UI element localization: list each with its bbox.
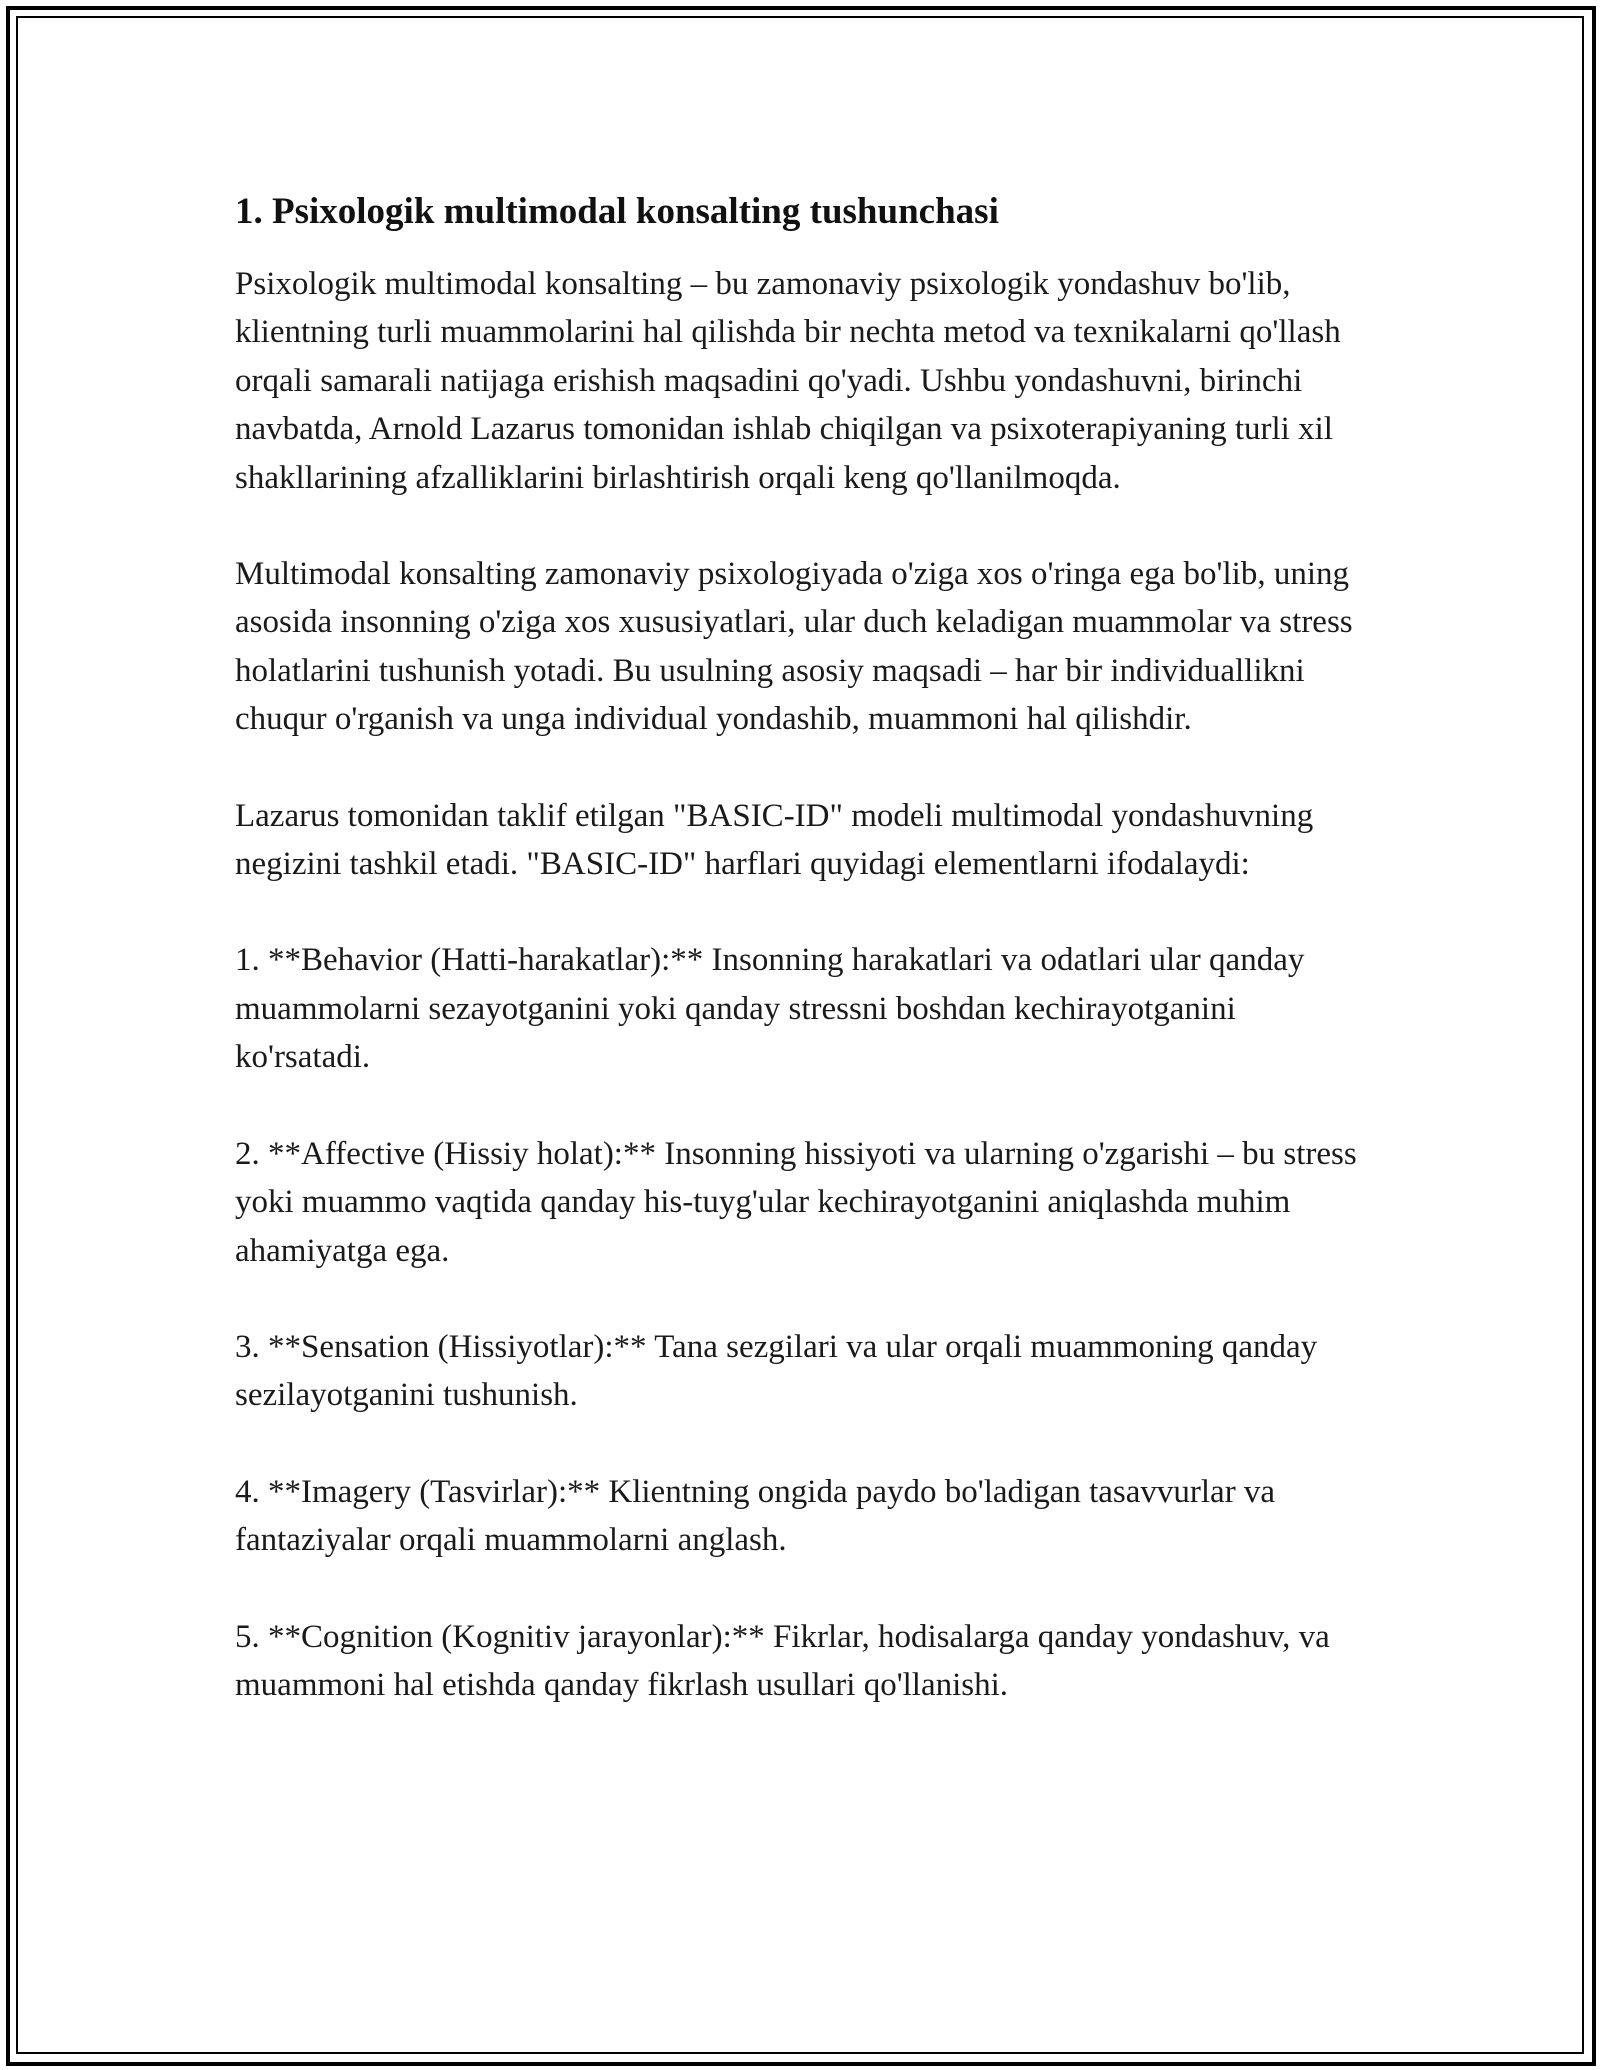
section-heading: 1. Psixologik multimodal konsalting tushunchasi (235, 191, 999, 232)
list-item-behavior: 1. **Behavior (Hatti-harakatlar):** Insonning harakatlari va odatlari ular qanday muammolarni sezayotganini yoki qanday stressni boshdan kechirayotganini ko'rsatadi. (235, 942, 1305, 1076)
paragraph-intro: Psixologik multimodal konsalting – bu zamonaviy psixologik yondashuv bo'lib, klientning turli muammolarini hal qilishda bir nechta metod va texnikalarni qo'llash orqali samarali natijaga erishish maqsadini qo'yadi. Ushbu yondashuvni, birinchi navbatda, Arnold Lazarus tomonidan ishlab chiqilgan va psixoterapiyaning turli xil shakllarining afzalliklarini birlashtirish orqali keng qo'llanilmoqda. (235, 266, 1341, 496)
paragraph-context: Multimodal konsalting zamonaviy psixologiyada o'ziga xos o'ringa ega bo'lib, uning asosida insonning o'ziga xos xususiyatlari, ular duch keladigan muammolar va stress holatlarini tushunish yotadi. Bu usulning asosiy maqsadi – har bir individuallikni chuqur o'rganish va unga individual yondashib, muammoni hal qilishdir. (235, 556, 1353, 738)
list-item-imagery: 4. **Imagery (Tasvirlar):** Klientning ongida paydo bo'ladigan tasavvurlar va fantaziyalar orqali muammolarni anglash. (235, 1473, 1276, 1559)
list-item-sensation: 3. **Sensation (Hissiyotlar):** Tana sezgilari va ular orqali muammoning qanday sezilayotganini tushunish. (235, 1328, 1318, 1414)
paragraph-basic-id: Lazarus tomonidan taklif etilgan "BASIC-ID" modeli multimodal yondashuvning negizini tashkil etadi. "BASIC-ID" harflari quyidagi elementlarni ifodalaydi: (235, 797, 1314, 883)
document-body (235, 188, 1365, 1757)
list-item-affective: 2. **Affective (Hissiy holat):** Insonning hissiyoti va ularning o'zgarishi – bu stress yoki muammo vaqtida qanday his-tuyg'ular kechirayotganini aniqlashda muhim ahamiyatga ega. (235, 1135, 1357, 1269)
list-item-cognition: 5. **Cognition (Kognitiv jarayonlar):** Fikrlar, hodisalarga qanday yondashuv, va muammoni hal etishda qanday fikrlash usullari qo'llanishi. (235, 1618, 1330, 1703)
